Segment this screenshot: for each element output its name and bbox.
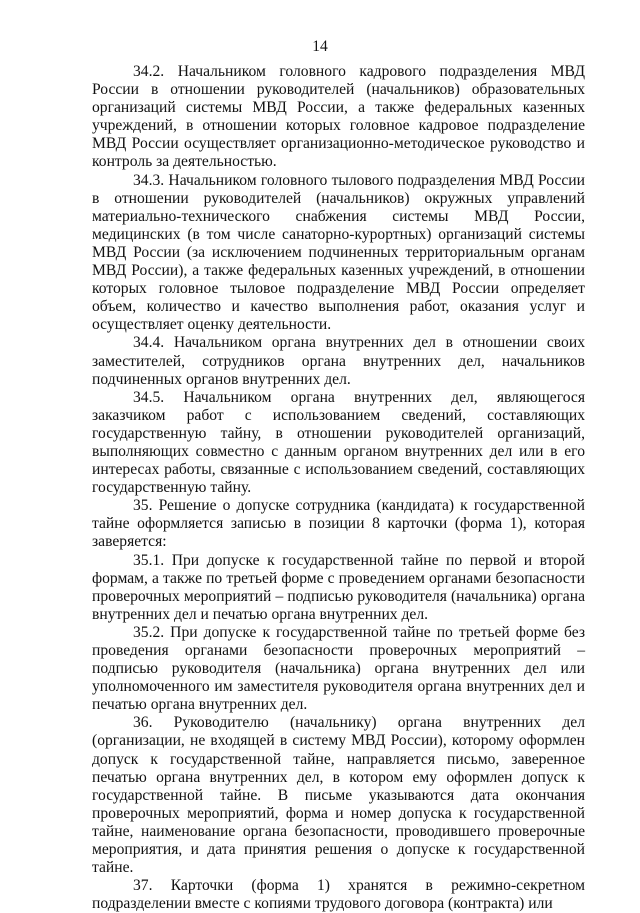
paragraph-34-5: 34.5. Начальником органа внутренних дел, являющегося заказчиком работ с использованием сведений, составляющих государственную тайну, в отношении руководителей организаций, выполняющих совместно с данным органом внутренних дел или в его интересах работы, связанные с использованием сведений, составляющих государственную тайну. bbox=[92, 388, 585, 497]
paragraph-35-1: 35.1. При допуске к государственной тайне по первой и второй формам, а также по третьей форме с проведением органами безопасности проверочных мероприятий – подписью руководителя (начальника) органа внутренних дел и печатью органа внутренних дел. bbox=[92, 551, 585, 623]
paragraph-34-4: 34.4. Начальником органа внутренних дел в отношении своих заместителей, сотрудников органа внутренних дел, начальников подчиненных органов внутренних дел. bbox=[92, 334, 585, 388]
paragraph-37: 37. Карточки (форма 1) хранятся в режимно-секретном подразделении вместе с копиями трудового договора (контракта) или bbox=[92, 877, 585, 913]
paragraph-35-2: 35.2. При допуске к государственной тайне по третьей форме без проведения органами безопасности проверочных мероприятий – подписью руководителя (начальника) органа внутренних дел или уполномоченного им заместителя руководителя органа внутренних дел и печатью органа внутренних дел. bbox=[92, 623, 585, 714]
document-body bbox=[92, 63, 585, 913]
paragraph-35: 35. Решение о допуске сотрудника (кандидата) к государственной тайне оформляется записью в позиции 8 карточки (форма 1), которая заверяется: bbox=[92, 497, 585, 551]
page-number: 14 bbox=[312, 38, 328, 55]
paragraph-34-2: 34.2. Начальником головного кадрового подразделения МВД России в отношении руководителей (начальников) образовательных организаций системы МВД России, а также федеральных казенных учреждений, в отношении которых головное кадровое подразделение МВД России осуществляет организационно-методическое руководство и контроль за деятельностью. bbox=[92, 63, 585, 171]
paragraph-34-3: 34.3. Начальником головного тылового подразделения МВД России в отношении руководителей (начальников) окружных управлений материально-технического снабжения системы МВД России, медицинских (в том числе санаторно-курортных) организаций системы МВД России (за исключением подчиненных территориальным органам МВД России), а также федеральных казенных учреждений, в отношении которых головное тыловое подразделение МВД России определяет объем, количество и качество выполнения работ, оказания услуг и осуществляет оценку деятельности. bbox=[92, 171, 585, 334]
paragraph-36: 36. Руководителю (начальнику) органа внутренних дел (организации, не входящей в систему МВД России), которому оформлен допуск к государственной тайне, направляется письмо, заверенное печатью органа внутренних дел, в котором ему оформлен допуск к государственной тайне. В письме указываются дата окончания проверочных мероприятий, форма и номер допуска к государственной тайне, наименование органа безопасности, проводившего проверочные мероприятия, и дата принятия решения о допуске к государственной тайне. bbox=[92, 714, 585, 877]
